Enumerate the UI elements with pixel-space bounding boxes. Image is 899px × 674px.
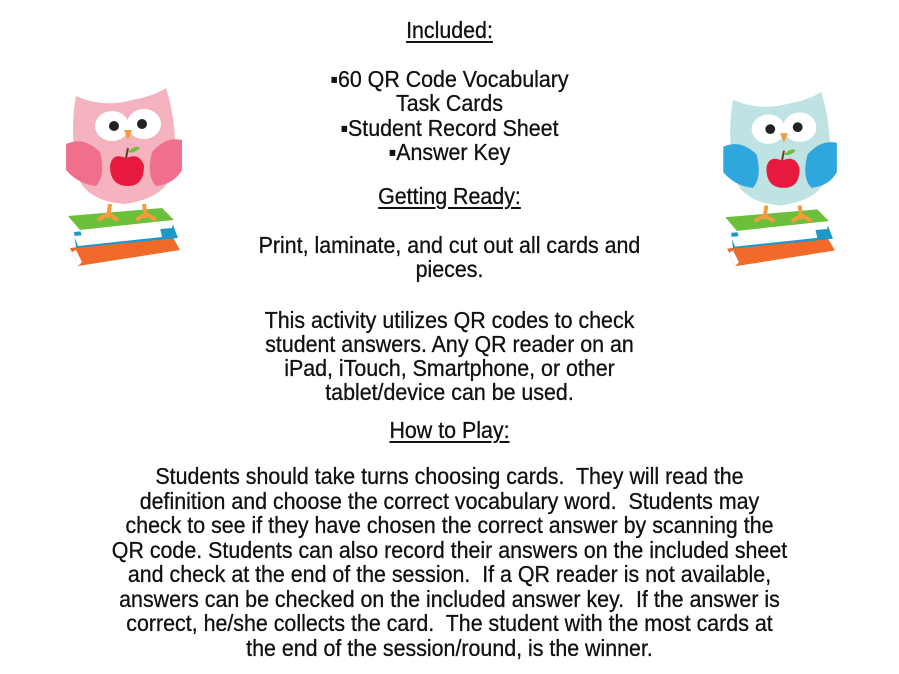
included-item: ▪Answer Key	[388, 139, 511, 165]
getting-ready-text: student answers. Any QR reader on an	[265, 331, 634, 357]
included-item: ▪60 QR Code Vocabulary	[330, 66, 569, 92]
included-heading: Included:	[406, 17, 493, 43]
how-to-play-text: answers can be checked on the included answer key. If the answer is	[119, 586, 780, 612]
getting-ready-text: This activity utilizes QR codes to check	[264, 307, 635, 333]
how-to-play-text: the end of the session/round, is the winner.	[246, 635, 653, 661]
how-to-play-text: QR code. Students can also record their answers on the included sheet	[111, 537, 788, 563]
how-to-play-text: and check at the end of the session. If a QR reader is not available,	[127, 561, 772, 587]
included-item: ▪Student Record Sheet	[340, 115, 559, 141]
included-item: Task Cards	[395, 90, 503, 116]
getting-ready-text: Print, laminate, and cut out all cards and	[258, 232, 641, 258]
getting-ready-text: iPad, iTouch, Smartphone, or other	[284, 355, 615, 381]
getting-ready-heading: Getting Ready:	[378, 183, 521, 209]
how-to-play-heading: How to Play:	[389, 417, 510, 443]
how-to-play-text: check to see if they have chosen the correct answer by scanning the	[125, 512, 774, 538]
getting-ready-text: pieces.	[415, 256, 484, 282]
how-to-play-text: Students should take turns choosing cards. They will read the	[155, 463, 744, 489]
how-to-play-text: correct, he/she collects the card. The student with the most cards at	[126, 610, 773, 636]
how-to-play-text: definition and choose the correct vocabulary word. Students may	[139, 488, 760, 514]
getting-ready-text: tablet/device can be used.	[325, 379, 574, 405]
